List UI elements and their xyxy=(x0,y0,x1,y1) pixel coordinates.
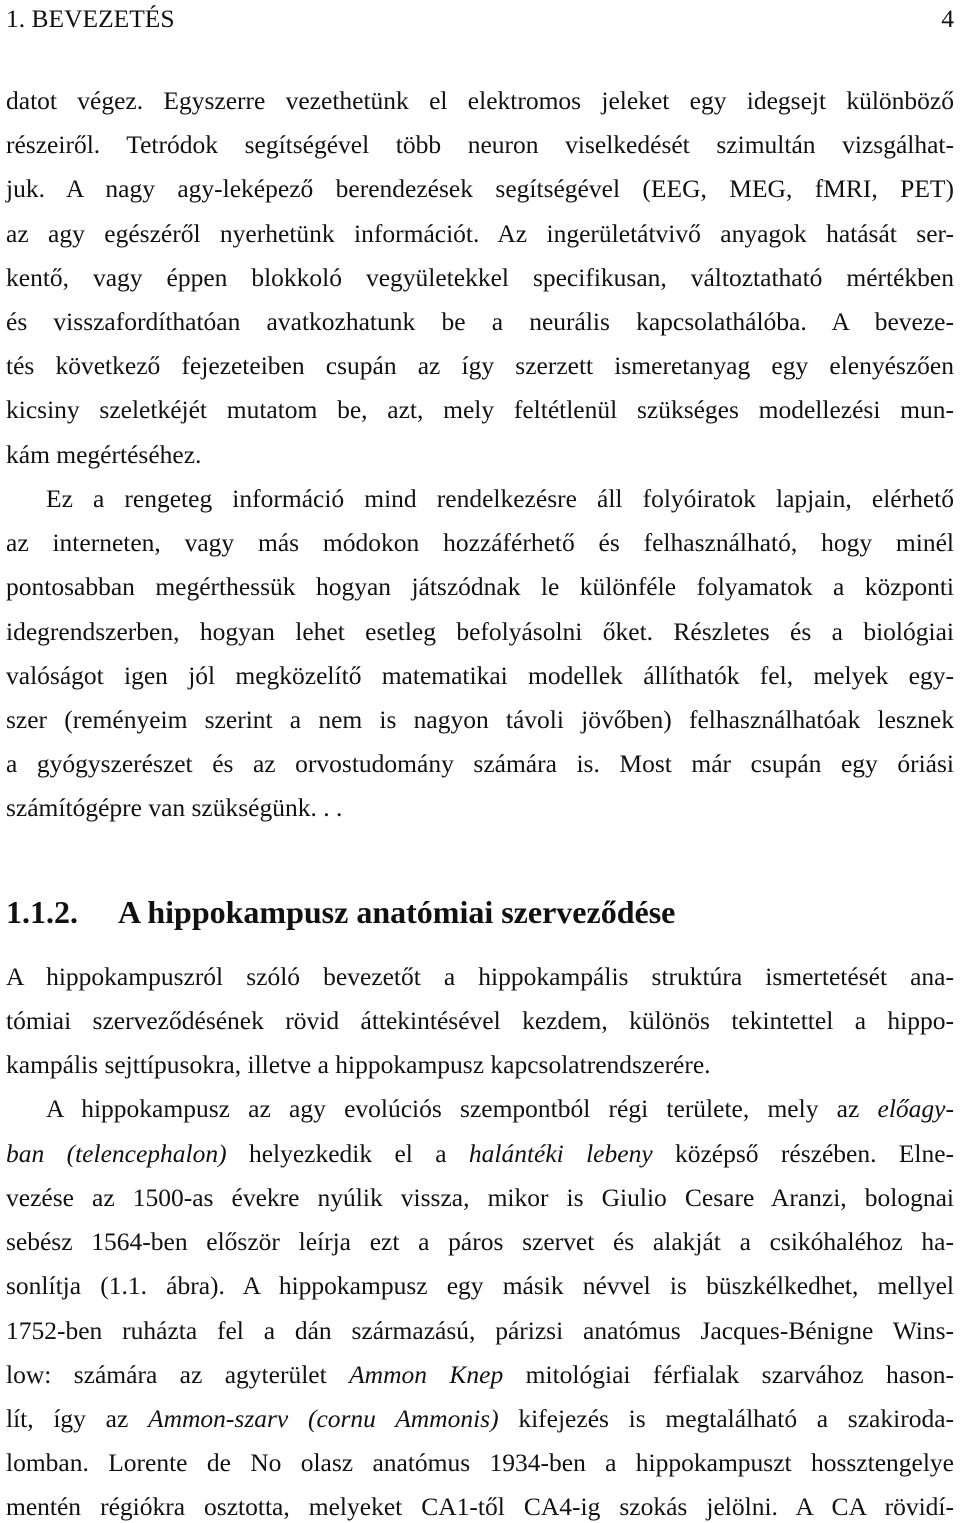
text-line: mentén régiókra osztotta, melyeket CA1-től CA4-ig szokás jelölni. A CA rövidí- xyxy=(6,1492,954,1521)
text-line: lomban. Lorente de No olasz anatómus 1934-ben a hippokampuszt hossztengelye xyxy=(6,1448,954,1477)
text-line: kám megértéséhez. xyxy=(6,440,202,469)
text-line xyxy=(6,1139,954,1169)
running-header xyxy=(6,4,954,34)
italic-term: halántéki lebeny xyxy=(468,1139,653,1168)
text-line xyxy=(46,1094,954,1124)
text-line xyxy=(6,1404,954,1434)
text-line: tómiai szerveződésének rövid áttekintésével kezdem, különös tekintettel a hippo- xyxy=(6,1006,954,1035)
text-line xyxy=(6,1360,954,1390)
text-line: a gyógyszerészet és az orvostudomány számára is. Most már csupán egy óriási xyxy=(6,749,954,778)
text-span: helyezkedik el a xyxy=(226,1139,469,1168)
text-line: kampális sejttípusokra, illetve a hippokampusz kapcsolatrendszerére. xyxy=(6,1050,711,1079)
text-line: kicsiny szeletkéjét mutatom be, azt, mely feltétlenül szükséges modellezési mun- xyxy=(6,395,954,424)
page-number: 4 xyxy=(941,4,954,33)
text-line: datot végez. Egyszerre vezethetünk el elektromos jeleket egy idegsejt különböző xyxy=(6,86,954,115)
section-heading xyxy=(6,893,954,931)
text-line: az interneten, vagy más módokon hozzáférhető és felhasználható, hogy minél xyxy=(6,528,954,557)
text-line: A hippokampuszról szóló bevezetőt a hippokampális struktúra ismertetését ana- xyxy=(6,962,954,991)
section-number: 1.1.2. xyxy=(6,894,78,930)
text-line: 1752-ben ruházta fel a dán származású, párizsi anatómus Jacques-Bénigne Wins- xyxy=(6,1316,954,1345)
text-line: az agy egészéről nyerhetünk információt. Az ingerületátvivő anyagok hatását ser- xyxy=(6,219,954,248)
text-line: szer (reményeim szerint a nem is nagyon távoli jövőben) felhasználhatóak lesznek xyxy=(6,705,954,734)
text-line: részeiről. Tetródok segítségével több neuron viselkedését szimultán vizsgálhat- xyxy=(6,130,954,159)
text-span: kifejezés is megtalálható a szakiroda- xyxy=(498,1404,955,1433)
text-line: tés következő fejezeteiben csupán az így szerzett ismeretanyag egy elenyészően xyxy=(6,351,954,380)
italic-term: Ammon Knep xyxy=(349,1360,504,1389)
text-line: számítógépre van szükségünk. . . xyxy=(6,793,343,822)
text-span: low: számára az agyterület xyxy=(6,1360,350,1389)
italic-term: Ammon-szarv (cornu Ammonis) xyxy=(148,1404,499,1433)
chapter-title: 1. BEVEZETÉS xyxy=(6,4,175,33)
italic-term: ban (telencephalon) xyxy=(6,1139,227,1168)
text-span: középső részében. Elne- xyxy=(652,1139,955,1168)
text-line: idegrendszerben, hogyan lehet esetleg befolyásolni őket. Részletes és a biológiai xyxy=(6,617,954,646)
text-line: sebész 1564-ben először leírja ezt a páros szervet és alakját a csikóhaléhoz ha- xyxy=(6,1227,954,1256)
text-line: vezése az 1500-as évekre nyúlik vissza, mikor is Giulio Cesare Aranzi, bolognai xyxy=(6,1183,954,1212)
text-span: mitológiai férfialak szarvához hason- xyxy=(503,1360,954,1389)
text-line: Ez a rengeteg információ mind rendelkezésre áll folyóiratok lapjain, elérhető xyxy=(46,484,954,513)
text-line: valóságot igen jól megközelítő matematikai modellek állíthatók fel, melyek egy- xyxy=(6,661,954,690)
text-line: juk. A nagy agy-leképező berendezések segítségével (EEG, MEG, fMRI, PET) xyxy=(6,174,954,203)
text-span: lít, így az xyxy=(6,1404,148,1433)
text-line: pontosabban megérthessük hogyan játszódnak le különféle folyamatok a központi xyxy=(6,572,954,601)
section-title: A hippokampusz anatómiai szerveződése xyxy=(118,894,676,930)
text-line: kentő, vagy éppen blokkoló vegyületekkel specifikusan, változtatható mértékben xyxy=(6,263,954,292)
text-line: és visszafordíthatóan avatkozhatunk be a neurális kapcsolathálóba. A beveze- xyxy=(6,307,954,336)
text-line: sonlítja (1.1. ábra). A hippokampusz egy másik névvel is büszkélkedhet, mellyel xyxy=(6,1271,954,1300)
italic-term: előagy- xyxy=(877,1094,954,1123)
text-span: A hippokampusz az agy evolúciós szempontból régi területe, mely az xyxy=(46,1094,878,1123)
